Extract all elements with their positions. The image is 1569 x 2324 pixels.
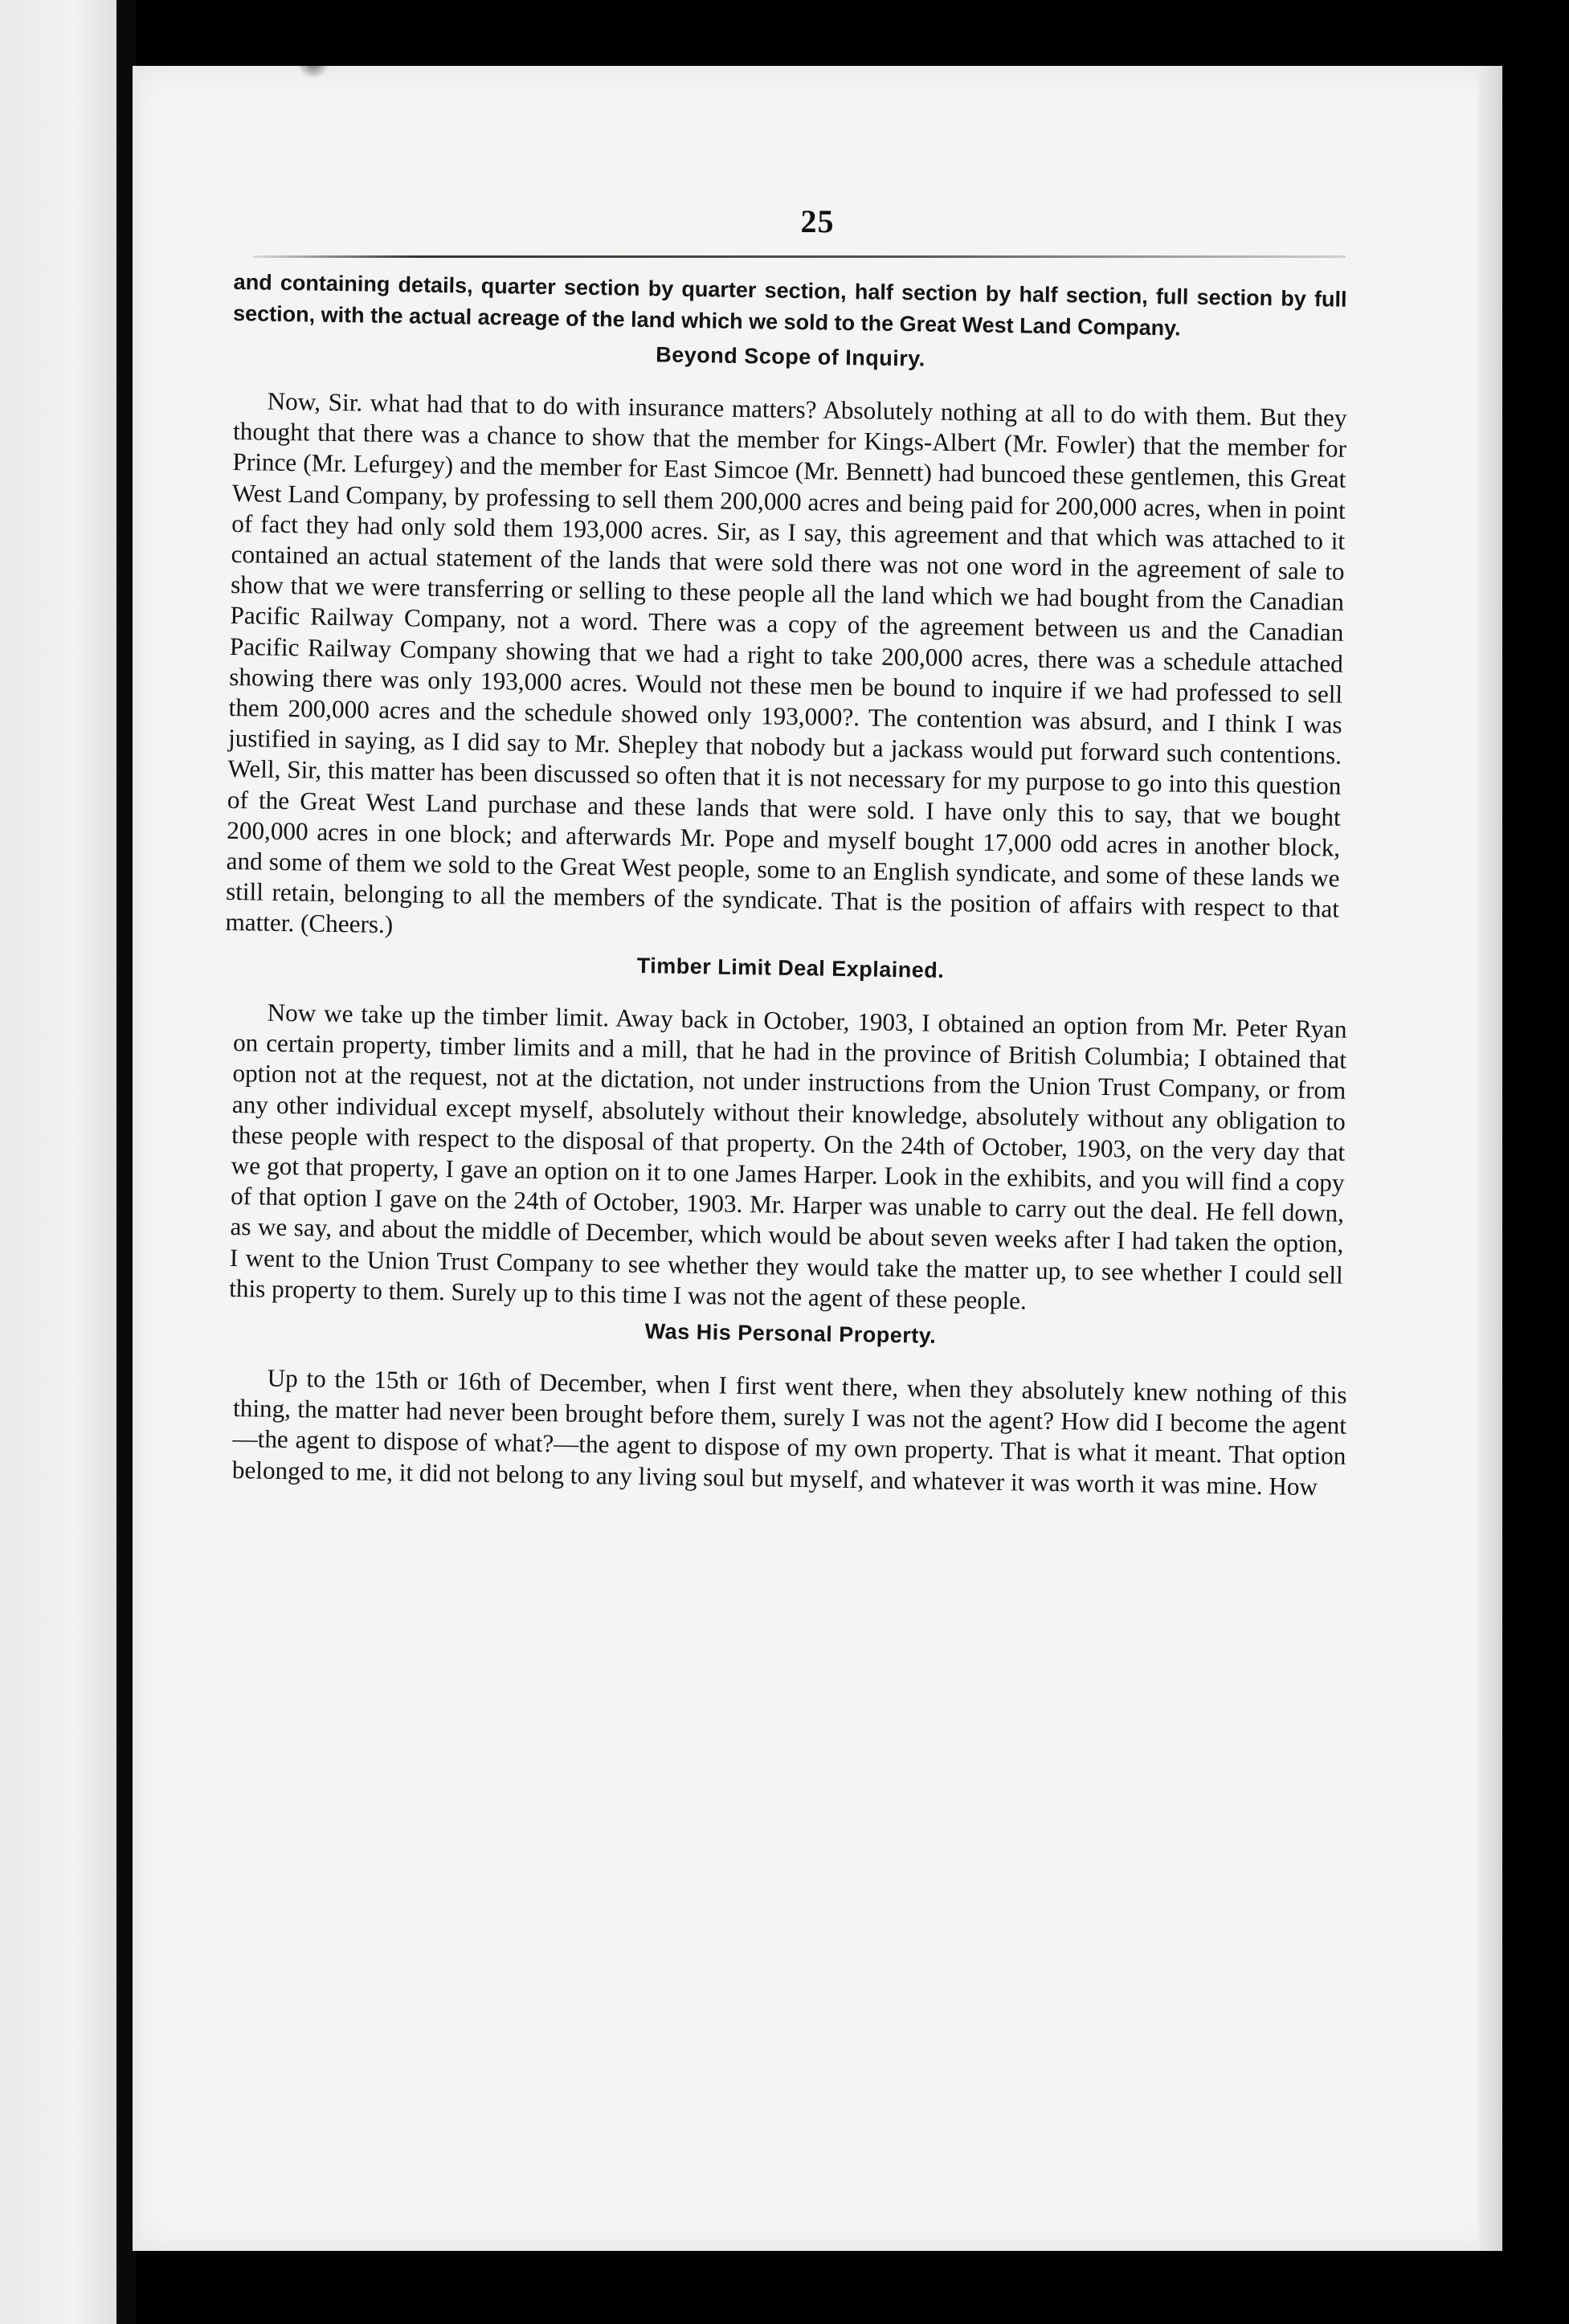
scan-blemish [297, 47, 329, 79]
document-page [133, 66, 1502, 2251]
right-page-edge [1478, 66, 1502, 2251]
page-number: 25 [800, 203, 835, 239]
paragraph-body: Now we take up the timber limit. Away back in October, 1903, I obtained an option from Mr. Peter Ryan on certain property, timber limits and a mill, that he had in the province of British Columbia; I obtained that option not at the request, not at the dictation, not under instructions from the Union Trust Company, or from any other individual except myself, absolutely without their knowledge, absolutely without any obligation to these people with respect to the disposal of that property. On the 24th of October, 1903, on the very day that we got that property, I gave an option on it to one James Harper. Look in the exhibits, and you will find a copy of that option I gave on the 24th of October, 1903. Mr. Harper was unable to carry out the deal. He fell down, as we say, and about the middle of December, which would be about seven weeks after I had taken the option, I went to the Union Trust Company to see whether they would take the matter up, to see whether I could sell this property to them. Surely up to this time I was not the agent of these people. [229, 998, 1347, 1315]
header-rule [253, 255, 1346, 258]
paragraph-body: Now, Sir. what had that to do with insurance matters? Absolutely nothing at all to do with them. But they thought that there was a chance to show that the member for Kings-Albert (Mr. Fowler) that the member for Prince (Mr. Lefurgey) and the member for East Simcoe (Mr. Bennett) had buncoed these gentlemen, this Great West Land Company, by professing to sell them 200,000 acres and being paid for 200,000 acres, when in point of fact they had only sold them 193,000 acres. Sir, as I say, this agreement and that which was attached to it contained an actual statement of the lands that were sold there was not one word in the agreement of sale to show that we were transferring or selling to these people all the land which we had bought from the Canadian Pacific Railway Company, not a word. There was a copy of the agreement between us and the Canadian Pacific Railway Company showing that we had a right to take 200,000 acres, there was a schedule attached showing there was only 193,000 acres. Would not these men be bound to inquire if we had professed to sell them 200,000 acres and the schedule showed only 193,000?. The contention was absurd, and I think I was justified in saying, as I did say to Mr. Shepley that nobody but a jackass would put forward such contentions. Well, Sir, this matter has been discussed so often that it is not necessary for my purpose to go into this question of the Great West Land purchase and these lands that were sold. I have only this to say, that we bought 200,000 acres in one block; and afterwards Mr. Pope and myself bought 17,000 odd acres in another block, and some of them we sold to the Great West people, some to an English syndicate, and some of these lands we still retain, belonging to all the members of the syndicate. That is the position of affairs with respect to that matter. (Cheers.) [225, 386, 1347, 939]
section-heading: Timber Limit Deal Explained. [636, 953, 945, 982]
paragraph-body: Up to the 15th or 16th of December, when I first went there, when they absolutely knew nothing of this thing, the matter had never been brought before them, surely I was not the agent? How did I become the agent—the agent to dispose of what?—the agent to dispose of my own property. That is what it meant. That option belonged to me, it did not belong to any living soul but myself, and whatever it was worth it was mine. How [231, 1363, 1347, 1501]
text-column [225, 267, 1347, 1501]
paragraph-continuation: and containing details, quarter section by quarter section, half section by half section, full section by full section, with the actual acreage of the land which we sold to the Great West Land Company. [232, 269, 1347, 341]
adjacent-page-edge [0, 0, 125, 2324]
section-heading: Was His Personal Property. [644, 1318, 937, 1348]
section-heading: Beyond Scope of Inquiry. [656, 342, 925, 371]
